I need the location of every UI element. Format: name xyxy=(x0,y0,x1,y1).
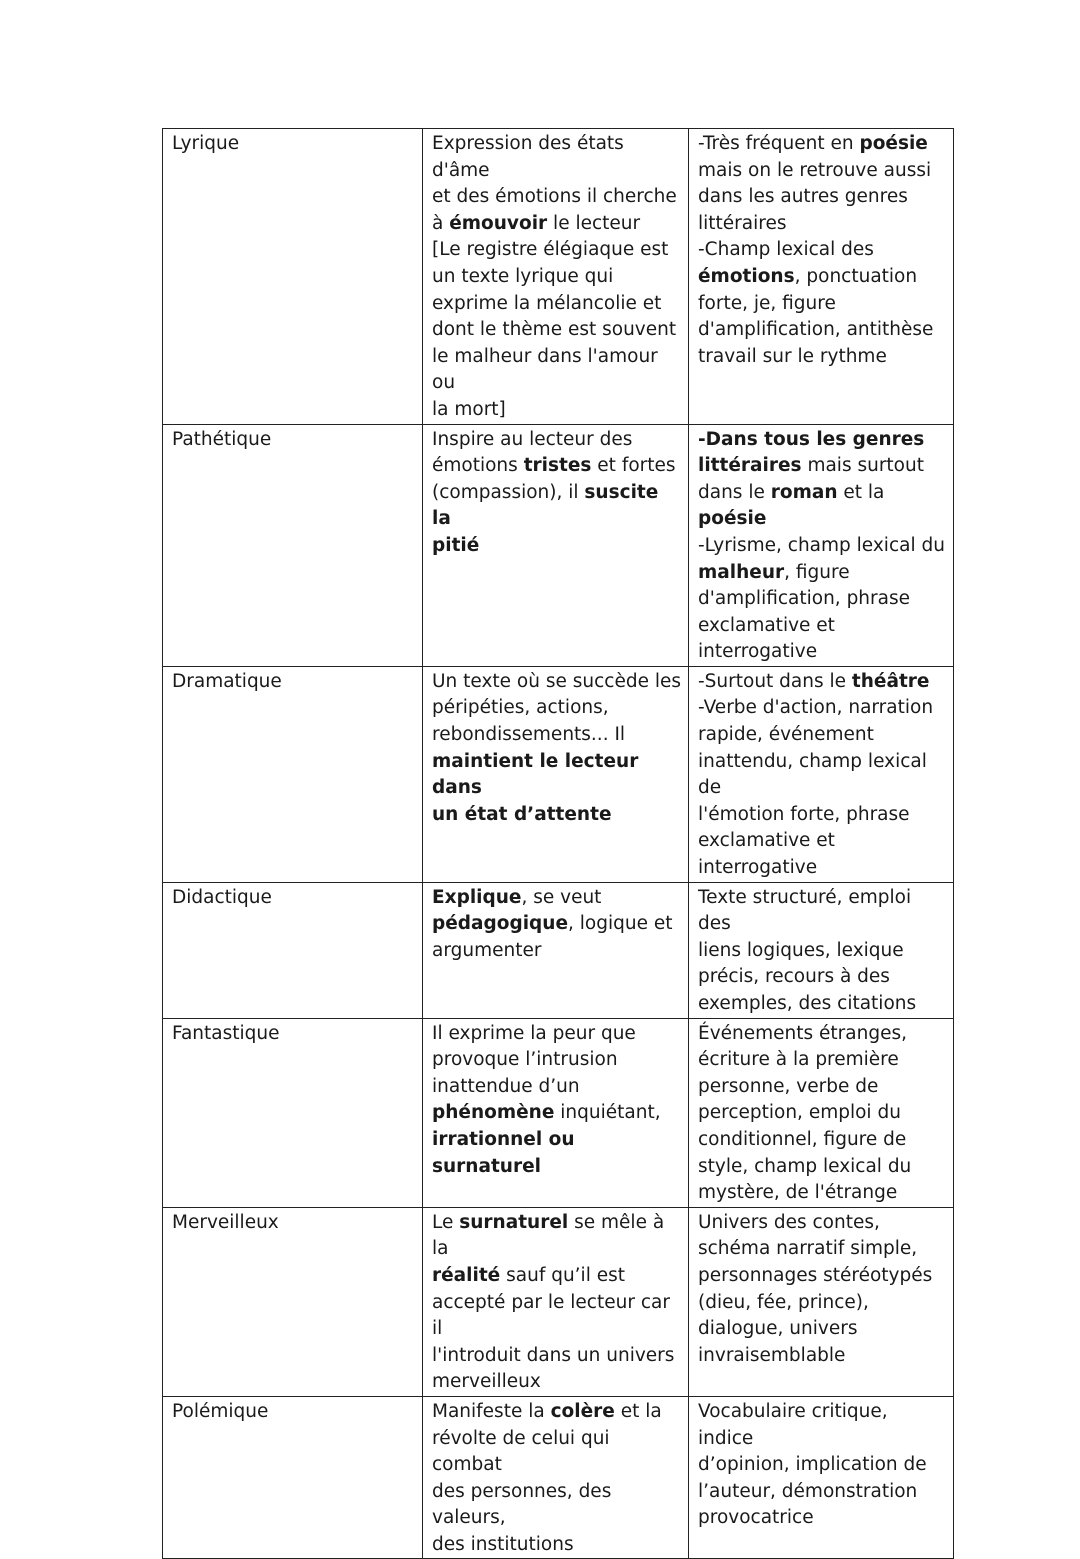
register-name: Polémique xyxy=(163,1396,423,1559)
register-features xyxy=(689,882,954,1018)
register-definition xyxy=(423,424,689,666)
table-row xyxy=(163,424,954,666)
table-body xyxy=(163,129,954,1559)
register-name: Merveilleux xyxy=(163,1207,423,1396)
bold-text: -Dans tous les genres littéraires xyxy=(698,428,925,477)
text-segment: Le xyxy=(432,1211,460,1233)
register-definition xyxy=(423,1207,689,1396)
register-name: Didactique xyxy=(163,882,423,1018)
bold-text: émouvoir xyxy=(449,212,548,234)
text-segment: Il exprime la peur que provoque l’intrusion inattendue d’un xyxy=(432,1022,636,1097)
text-segment: Un texte où se succède les péripéties, actions, rebondissements... Il xyxy=(432,670,682,746)
text-segment: Vocabulaire critique, indice d’opinion, implication de l’auteur, démonstration provocatrice xyxy=(698,1400,927,1529)
registres-table xyxy=(162,128,954,1559)
bold-text: émotions xyxy=(698,265,795,287)
register-features xyxy=(689,666,954,882)
text-segment: et la xyxy=(837,481,885,503)
text-segment: et la révolte de celui qui combat des personnes, des valeurs, des institutions xyxy=(432,1400,662,1555)
bold-text: réalité xyxy=(432,1264,501,1286)
bold-text: tristes xyxy=(523,455,592,477)
text-segment: -Très fréquent en xyxy=(698,133,860,154)
register-name: Dramatique xyxy=(163,666,423,882)
bold-text: malheur xyxy=(698,561,785,583)
bold-text: roman xyxy=(770,481,838,503)
text-segment: inquiétant, xyxy=(560,1102,661,1124)
register-name: Fantastique xyxy=(163,1018,423,1207)
text-segment: Texte structuré, emploi des liens logiques, lexique précis, recours à des exemples, des citations xyxy=(698,886,917,1014)
table-row xyxy=(163,1396,954,1559)
bold-text: pédagogique xyxy=(432,913,569,935)
text-segment: , logique et argumenter xyxy=(432,913,673,961)
bold-text: suscite la pitié xyxy=(432,481,659,556)
text-segment: -Verbe d'action, narration rapide, événement inattendu, champ lexical de l'émotion forte, phrase exclamative et interrogative xyxy=(698,697,934,879)
register-features xyxy=(689,129,954,425)
register-features xyxy=(689,424,954,666)
register-definition xyxy=(423,129,689,425)
text-segment: mais surtout dans le xyxy=(698,455,924,503)
table-row xyxy=(163,129,954,425)
text-segment: sauf qu’il est accepté par le lecteur car il l'introduit dans un univers merveilleux xyxy=(432,1264,675,1393)
text-segment: se mêle à la xyxy=(432,1211,665,1260)
text-segment: , se veut xyxy=(521,886,602,908)
text-segment: et fortes (compassion), il xyxy=(432,455,676,503)
register-features xyxy=(689,1207,954,1396)
table-row xyxy=(163,882,954,1018)
text-segment: Manifeste la xyxy=(432,1400,551,1422)
bold-text: colère xyxy=(550,1400,615,1422)
register-features xyxy=(689,1396,954,1559)
text-segment: , figure d'amplification, phrase exclamative et interrogative xyxy=(698,561,911,663)
bold-text: maintient le lecteur dans un état d’attente xyxy=(432,750,639,825)
register-definition xyxy=(423,666,689,882)
text-segment: Expression des états d'âme et des émotions il cherche à xyxy=(432,133,677,234)
register-name: Pathétique xyxy=(163,424,423,666)
bold-text: irrationnel ou surnaturel xyxy=(432,1128,575,1177)
register-features xyxy=(689,1018,954,1207)
text-segment: Inspire au lecteur des émotions xyxy=(432,428,633,477)
text-segment: mais on le retrouve aussi dans les autres genres littéraires -Champ lexical des xyxy=(698,159,932,261)
bold-text: Explique xyxy=(432,886,522,908)
text-segment: , ponctuation forte, je, figure d'amplification, antithèse travail sur le rythme xyxy=(698,265,934,367)
register-definition xyxy=(423,882,689,1018)
bold-text: phénomène xyxy=(432,1102,555,1124)
text-segment: -Lyrisme, champ lexical du xyxy=(698,534,945,556)
text-segment: -Surtout dans le xyxy=(698,670,852,692)
text-segment: Univers des contes, schéma narratif simple, personnages stéréotypés (dieu, fée, prince), dialogue, univers invraisemblable xyxy=(698,1211,933,1366)
table-row xyxy=(163,1207,954,1396)
table-row xyxy=(163,666,954,882)
register-name: Lyrique xyxy=(163,129,423,425)
register-definition xyxy=(423,1396,689,1559)
text-segment: Événements étranges, écriture à la première personne, verbe de perception, emploi du conditionnel, figure de style, champ lexical du mystère, de l'étrange xyxy=(698,1022,912,1204)
bold-text: théâtre xyxy=(851,670,930,692)
bold-text: poésie xyxy=(698,508,767,530)
bold-text: poésie xyxy=(859,133,928,154)
register-definition xyxy=(423,1018,689,1207)
table-row xyxy=(163,1018,954,1207)
bold-text: surnaturel xyxy=(459,1211,569,1233)
text-segment: le lecteur [Le registre élégiaque est un texte lyrique qui exprime la mélancolie et dont le thème est souvent le malheur dans l'amour ou la mort] xyxy=(432,212,677,420)
